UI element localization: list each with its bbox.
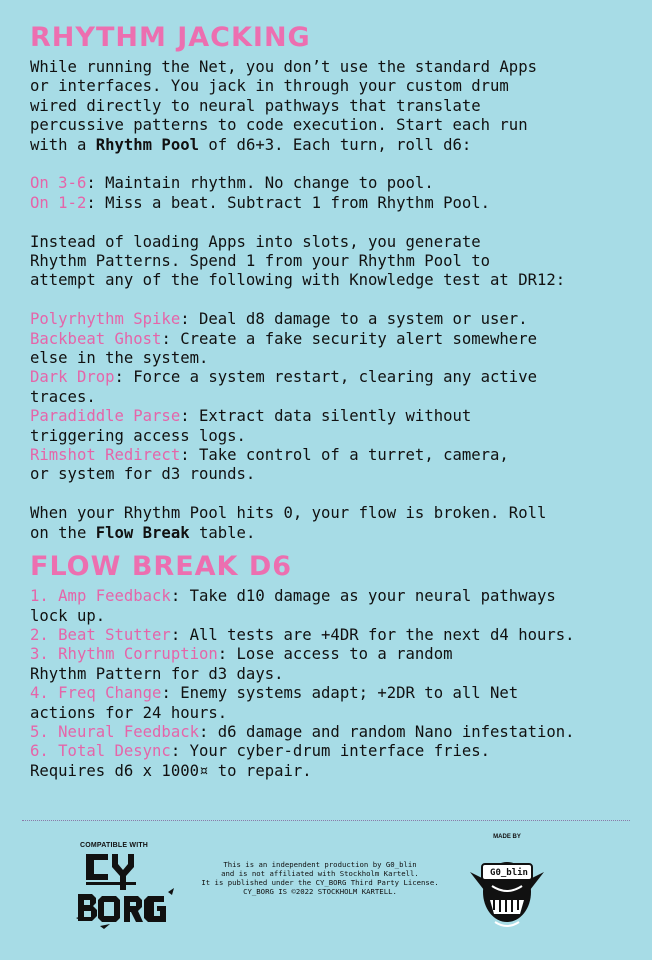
entry-text: : Your cyber-drum interface fries. [170, 742, 491, 761]
entry-text: : d6 damage and random Nano infestation. [199, 722, 575, 741]
legal-line: and is not affiliated with Stockholm Kartell. [221, 869, 419, 878]
roll-text: : Maintain rhythm. No change to pool. [86, 174, 434, 193]
section-title-flow-break: FLOW BREAK D6 [30, 551, 640, 587]
entry-label: 4. Freq Change [30, 684, 162, 703]
legal-line: CY_BORG IS ©2022 STOCKHOLM KARTELL. [243, 887, 397, 896]
intro-text: with a [30, 135, 96, 154]
intro-line: or interfaces. You jack in through your custom drum [30, 77, 509, 96]
cy-borg-logo [72, 834, 182, 934]
pattern-list [30, 310, 640, 485]
roll-label: On 3-6 [30, 174, 87, 193]
page-content [30, 22, 640, 781]
outro-paragraph [30, 504, 640, 543]
table-row [30, 645, 640, 664]
patterns-intro [30, 233, 640, 291]
intro-line: While running the Net, you don’t use the standard Apps [30, 58, 537, 76]
pattern-text: : Deal d8 damage to a system or user. [180, 310, 528, 329]
pattern-continuation: triggering access logs. [30, 426, 246, 445]
table-row [30, 742, 640, 761]
entry-label: 3. Rhythm Corruption [30, 645, 218, 664]
outro-text: on the [30, 523, 96, 542]
pattern-text: : Create a fake security alert somewhere [161, 329, 537, 348]
list-item [30, 310, 640, 329]
legal-notice [200, 860, 440, 896]
table-row [30, 723, 640, 742]
list-item [30, 194, 640, 213]
legal-line: It is published under the CY_BORG Third Party License. [201, 878, 439, 887]
outro-line [30, 524, 640, 543]
intro-line [30, 136, 640, 155]
intro-paragraph [30, 58, 640, 155]
entry-label: 2. Beat Stutter [30, 625, 171, 644]
pattern-continuation: or system for d3 rounds. [30, 465, 256, 484]
entry-continuation: Requires d6 x 1000¤ to repair. [30, 761, 312, 780]
table-row [30, 626, 640, 645]
entry-text: : Enemy systems adapt; +2DR to all Net [161, 684, 519, 703]
pattern-label: Dark Drop [30, 368, 115, 387]
intro-line: percussive patterns to code execution. Start each run [30, 116, 528, 135]
pattern-label: Polyrhythm Spike [30, 310, 181, 329]
roll-label: On 1-2 [30, 193, 87, 212]
intro-text: of d6+3. Each turn, roll d6: [199, 135, 472, 154]
list-item [30, 446, 640, 465]
entry-text: : All tests are +4DR for the next d4 hours. [170, 625, 575, 644]
flow-break-term: Flow Break [95, 523, 190, 542]
entry-label: 1. Amp Feedback [30, 587, 171, 606]
goblin-head-icon [462, 842, 552, 942]
entry-label: 5. Neural Feedback [30, 722, 199, 741]
pattern-continuation: traces. [30, 387, 96, 406]
pattern-label: Paradiddle Parse [30, 407, 181, 426]
outro-text: table. [189, 523, 256, 542]
footer [0, 826, 652, 960]
patterns-intro-line: Instead of loading Apps into slots, you generate [30, 232, 481, 251]
pattern-text: : Take control of a turret, camera, [180, 446, 509, 465]
footer-divider [22, 820, 630, 821]
pattern-continuation: else in the system. [30, 349, 209, 368]
roll-text: : Miss a beat. Subtract 1 from Rhythm Pool. [86, 193, 491, 212]
entry-text: : Take d10 damage as your neural pathways [170, 587, 556, 606]
legal-line: This is an independent production by G0_blin [223, 860, 417, 869]
entry-continuation: actions for 24 hours. [30, 703, 228, 722]
list-item [30, 174, 640, 193]
maker-name: G0_blin [490, 868, 528, 878]
cy-borg-logo-graphic [72, 834, 182, 934]
intro-line: wired directly to neural pathways that translate [30, 96, 481, 115]
list-item [30, 368, 640, 387]
patterns-intro-line: attempt any of the following with Knowledge test at DR12: [30, 271, 566, 290]
list-item [30, 330, 640, 349]
entry-label: 6. Total Desync [30, 742, 171, 761]
compatible-label: COMPATIBLE WITH [80, 842, 149, 849]
rhythm-pool-term: Rhythm Pool [95, 135, 199, 154]
table-row [30, 587, 640, 606]
table-row [30, 684, 640, 703]
made-by-badge [462, 832, 552, 940]
pattern-text: : Extract data silently without [180, 407, 472, 426]
pattern-label: Rimshot Redirect [30, 446, 181, 465]
patterns-intro-line: Rhythm Patterns. Spend 1 from your Rhythm Pool to [30, 252, 491, 271]
outro-line: When your Rhythm Pool hits 0, your flow is broken. Roll [30, 504, 547, 523]
entry-continuation: Rhythm Pattern for d3 days. [30, 664, 284, 683]
list-item [30, 407, 640, 426]
entry-text: : Lose access to a random [217, 645, 453, 664]
roll-list [30, 174, 640, 213]
made-by-label: MADE BY [493, 834, 521, 840]
flow-break-table [30, 587, 640, 781]
pattern-text: : Force a system restart, clearing any active [114, 368, 537, 387]
pattern-label: Backbeat Ghost [30, 329, 162, 348]
entry-continuation: lock up. [30, 606, 106, 625]
section-title-rhythm-jacking: RHYTHM JACKING [30, 22, 640, 58]
